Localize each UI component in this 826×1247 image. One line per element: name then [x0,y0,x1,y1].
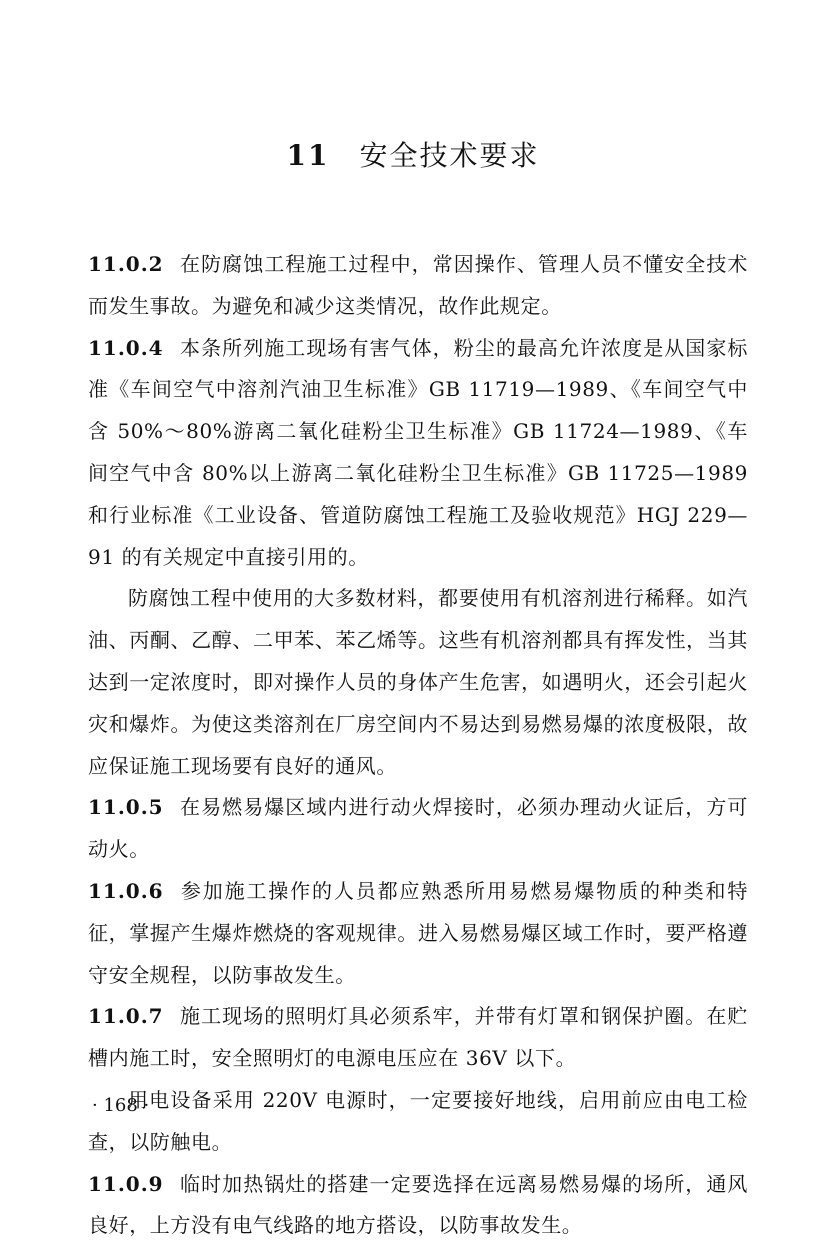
paragraph-11-0-4 [88,328,748,579]
body-text [88,244,748,1247]
paragraph-11-0-5 [88,787,748,871]
paragraph-text: 在防腐蚀工程施工过程中，常因操作、管理人员不懂安全技术而发生事故。为避免和减少这类情况，故作此规定。 [88,252,748,318]
paragraph-11-0-6 [88,871,748,996]
clause-number: 11.0.5 [88,795,164,820]
paragraph-text: 施工现场的照明灯具必须系牢，并带有灯罩和钢保护圈。在贮槽内施工时，安全照明灯的电源电压应在 36V 以下。 [88,1004,748,1071]
paragraph-text: 临时加热锅灶的搭建一定要选择在远离易燃易爆的场所，通风良好，上方没有电气线路的地方搭设，以防事故发生。 [88,1171,748,1238]
paragraph-solvents [88,578,748,787]
clause-number: 11.0.2 [88,252,164,276]
paragraph-text: 防腐蚀工程中使用的大多数材料，都要使用有机溶剂进行稀释。如汽油、丙酮、乙醇、二甲苯、苯乙烯等。这些有机溶剂都具有挥发性，当其达到一定浓度时，即对操作人员的身体产生危害，如遇明火，还会引起火灾和爆炸。为使这类溶剂在厂房空间内不易达到易燃易爆的浓度极限，故应保证施工现场要有良好的通风。 [88,586,748,778]
clause-number: 11.0.4 [88,335,164,360]
paragraph-text: 用电设备采用 220V 电源时，一定要接好地线，启用前应由电工检查，以防触电。 [88,1087,748,1154]
chapter-heading [0,136,826,176]
clause-number: 11.0.6 [88,878,164,903]
chapter-title: 安全技术要求 [359,139,540,172]
paragraph-11-0-2 [88,244,748,328]
paragraph-text: 本条所列施工现场有害气体，粉尘的最高允许浓度是从国家标准《车间空气中溶剂汽油卫生标准》GB 11719—1989、《车间空气中含 50%～80%游离二氧化硅粉尘卫生标准》GB 11724—1989、《车间空气中含 80%以上游离二氧化硅粉尘卫生标准》GB 11725—1989 和行业标准《工业设备、管道防腐蚀工程施工及验收规范》HGJ 229—91 的有关规定中直接引用的。 [88,335,748,569]
clause-number: 11.0.7 [88,1004,164,1029]
chapter-number: 11 [286,139,330,172]
paragraph-text: 在易燃易爆区域内进行动火焊接时，必须办理动火证后，方可动火。 [88,795,748,862]
paragraph-220v [88,1080,748,1164]
paragraph-text: 参加施工操作的人员都应熟悉所用易燃易爆物质的种类和特征，掌握产生爆炸燃烧的客观规律。进入易燃易爆区域工作时，要严格遵守安全规程，以防事故发生。 [88,878,748,987]
paragraph-11-0-9 [88,1164,748,1247]
clause-number: 11.0.9 [88,1171,164,1196]
page-number: · 168 · [92,1095,150,1116]
paragraph-11-0-7 [88,996,748,1080]
